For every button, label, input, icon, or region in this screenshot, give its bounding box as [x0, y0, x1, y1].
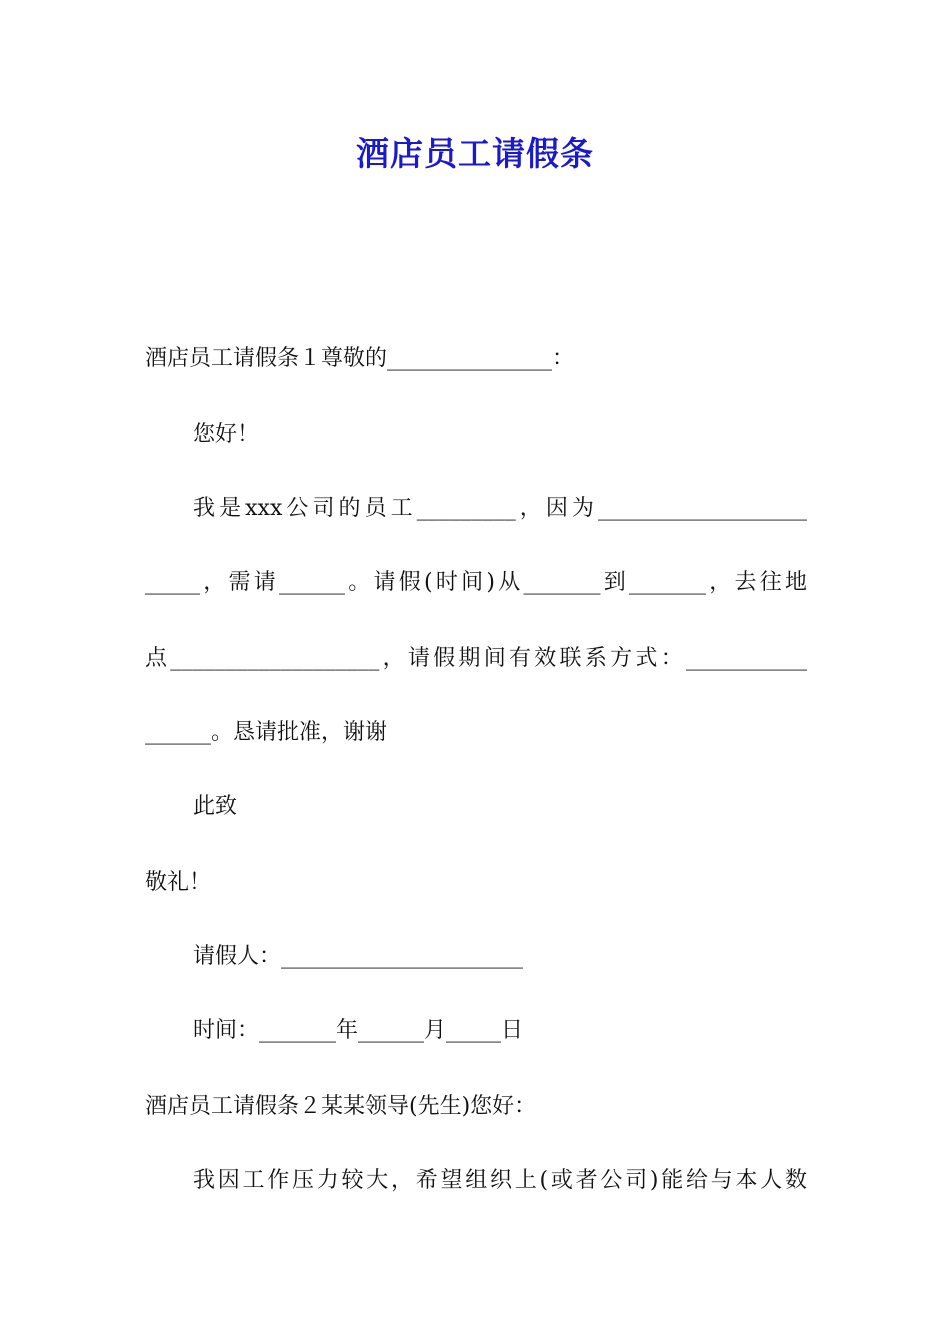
closing-line: 此致	[193, 794, 238, 819]
applicant-line: 请假人：______________________	[193, 944, 524, 969]
body-line-1: 我是xxx公司的员工_________，因为___________________	[193, 496, 807, 521]
body-line-5: 我因工作压力较大，希望组织上(或者公司)能给与本人数	[193, 1168, 807, 1193]
regards-line: 敬礼！	[145, 870, 212, 895]
body-line-4: ______。恳请批准，谢谢	[145, 720, 388, 745]
salutation-line-2: 酒店员工请假条２某某领导(先生)您好：	[145, 1094, 537, 1119]
salutation-line-1: 酒店员工请假条１尊敬的_______________：	[145, 346, 575, 371]
body-line-3: 点___________________，请假期间有效联系方式：___________	[145, 646, 807, 671]
greeting-line: 您好！	[193, 422, 260, 447]
date-line: 时间：_______年______月_____日	[193, 1018, 524, 1043]
body-line-2: _____，需请______。请假(时间)从_______到_______，去往地	[145, 570, 807, 595]
document-title: 酒店员工请假条	[356, 134, 594, 173]
